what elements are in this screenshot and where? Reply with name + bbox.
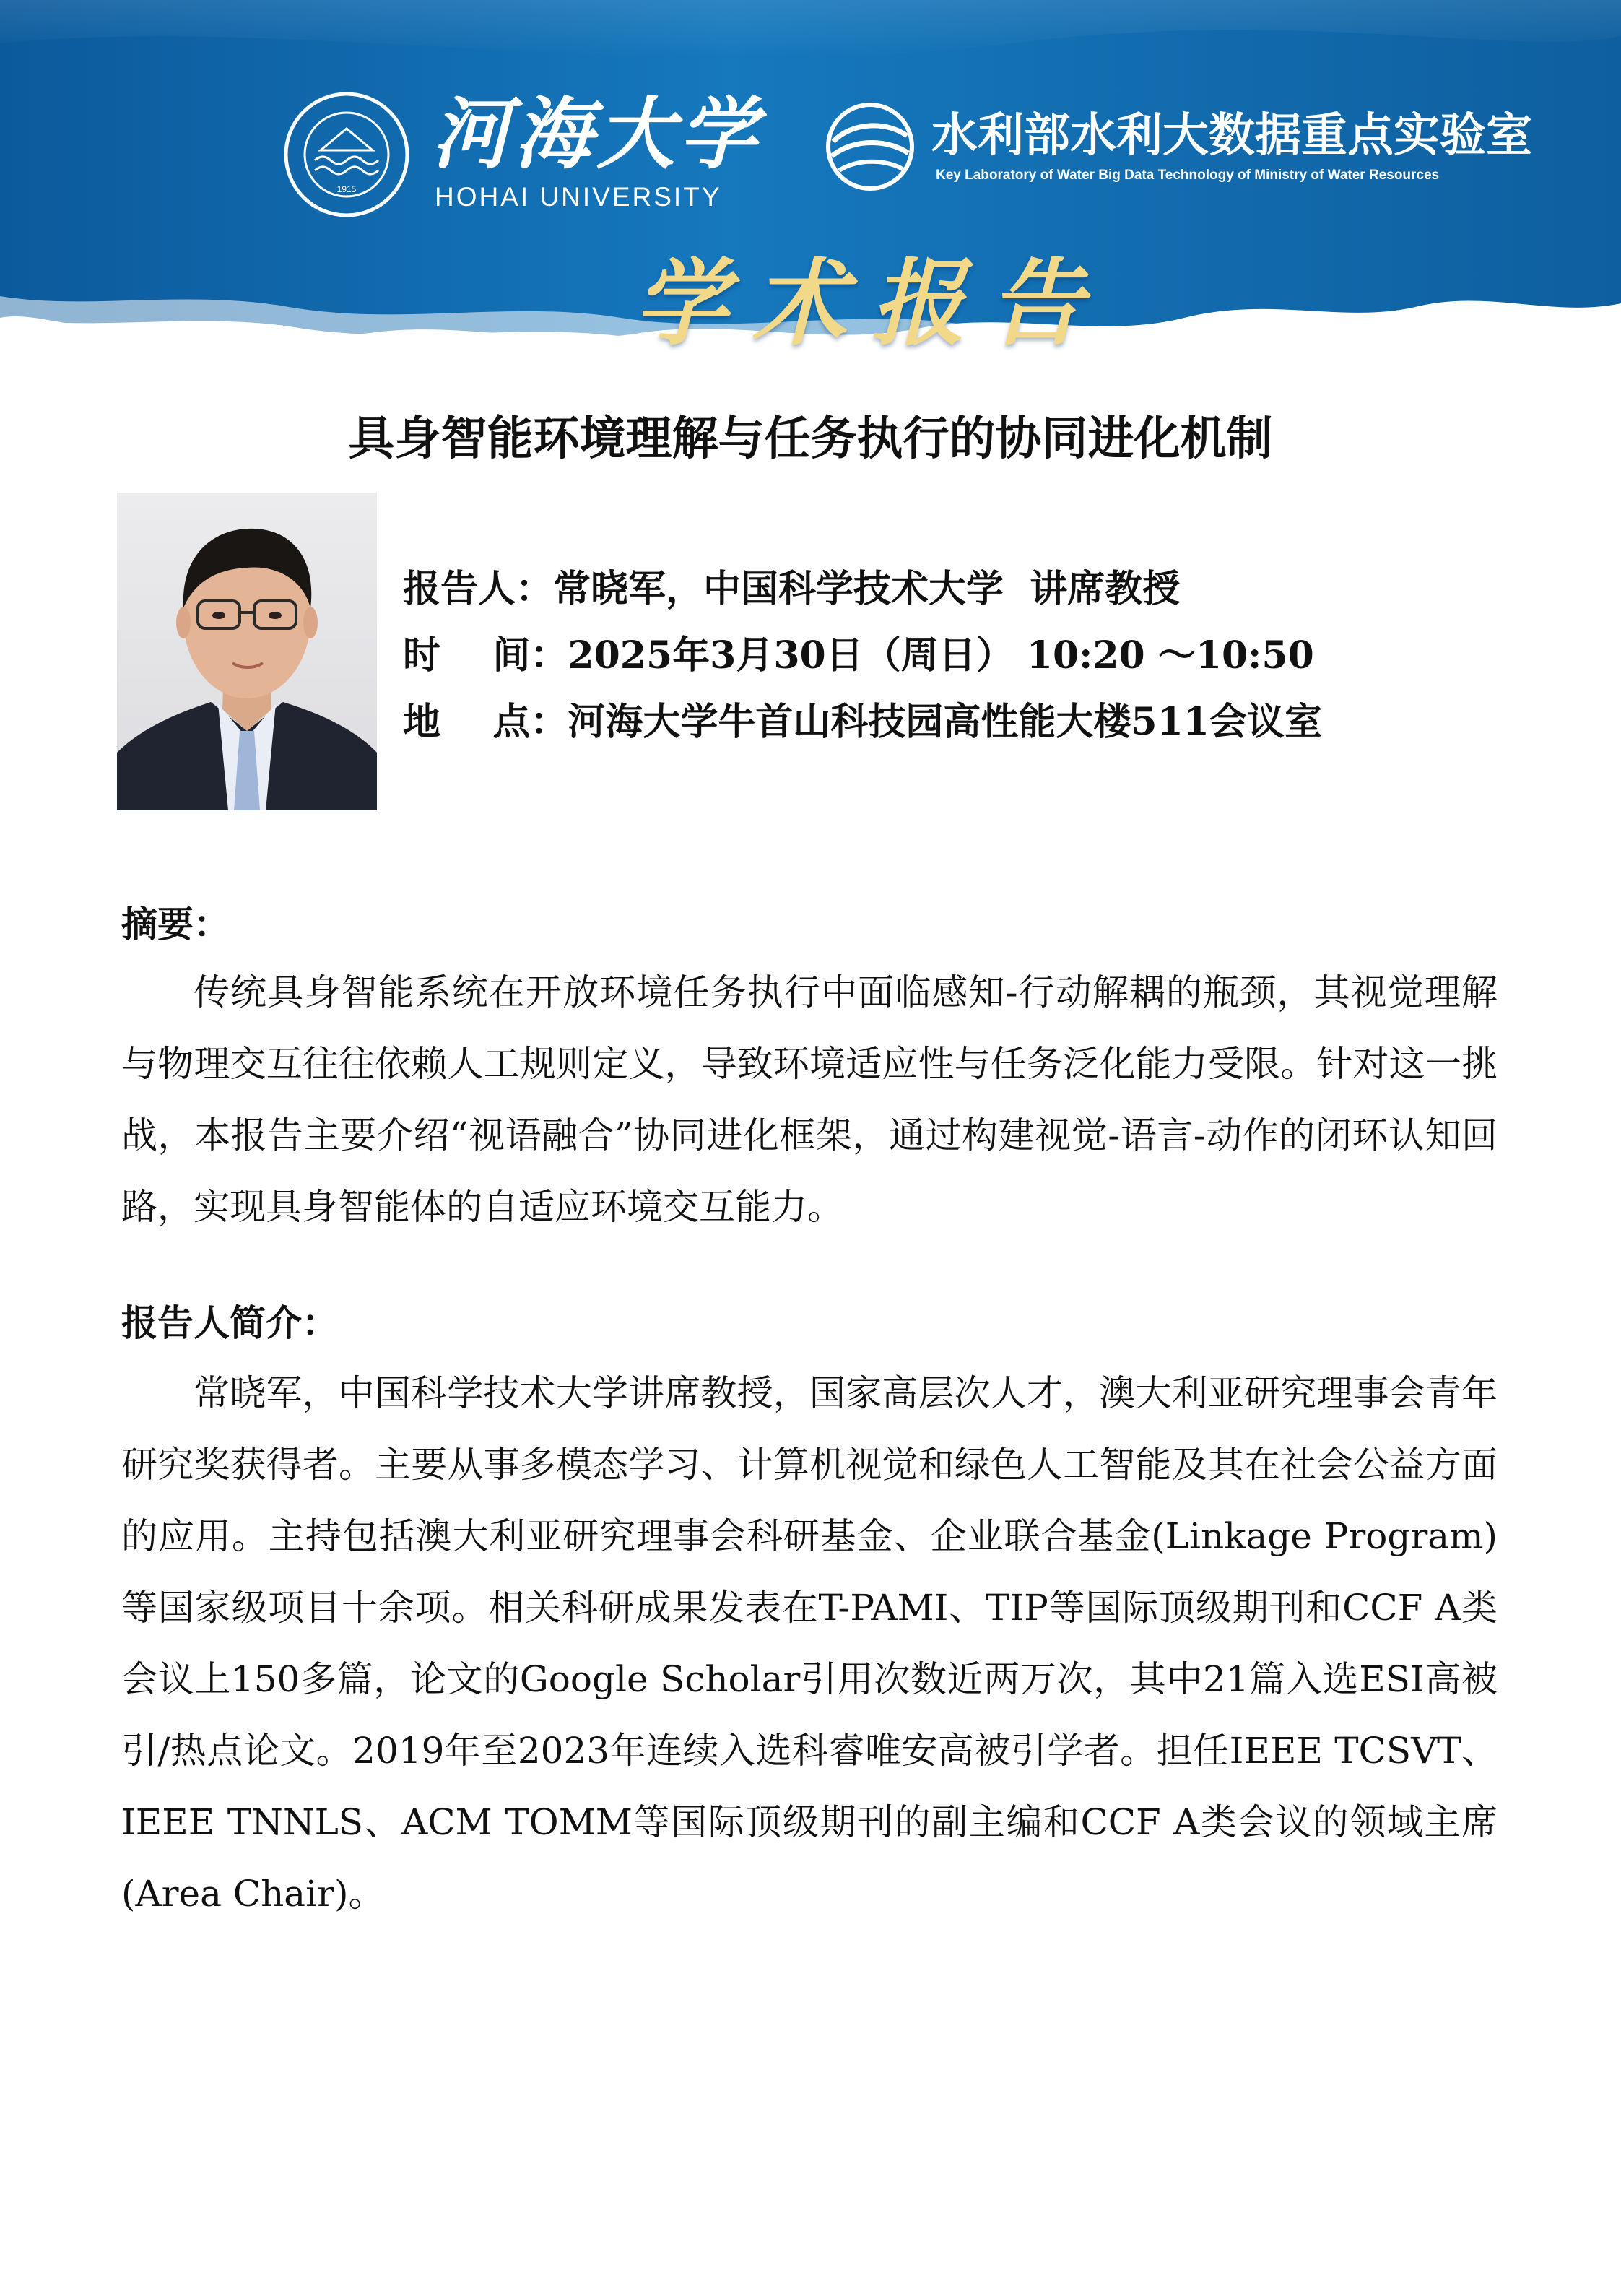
abstract-body: 传统具身智能系统在开放环境任务执行中面临感知-行动解耦的瓶颈，其视觉理解与物理交互往往依赖人工规则定义，导致环境适应性与任务泛化能力受限。针对这一挑战，本报告主要介绍“视语融合”协同进化框架，通过构建视觉-语言-动作的闭环认知回路，实现具身智能体的自适应环境交互能力。 — [121, 971, 1498, 1228]
header-banner — [0, 0, 1621, 361]
university-name-en: HOHAI UNIVERSITY — [435, 182, 722, 212]
time-value: 2025年3月30日（周日） 10:20 ～10:50 — [568, 633, 1314, 677]
abstract-heading: 摘要： — [121, 903, 230, 945]
hohai-seal-logo — [283, 91, 410, 218]
lab-globe-logo — [823, 100, 917, 194]
place-value: 河海大学牛首山科技园高性能大楼511会议室 — [568, 700, 1322, 744]
lab-name-en: Key Laboratory of Water Big Data Technology of Ministry of Water Resources — [936, 168, 1440, 183]
bio-body: 常晓军，中国科学技术大学讲席教授，国家高层次人才，澳大利亚研究理事会青年研究奖获得者。主要从事多模态学习、计算机视觉和绿色人工智能及其在社会公益方面的应用。主持包括澳大利亚研究理事会科研基金、企业联合基金(Linkage Program)等国家级项目十余项。相关科研成果发表在T-PAMI、TIP等国际顶级期刊和CCF A类会议上150多篇，论文的Google Scholar引用次数近两万次，其中21篇入选ESI高被引/热点论文。2019年至2023年连续入选科睿唯安高被引学者。担任IEEE TCSVT、IEEE TNNLS、ACM TOMM等国际顶级期刊的副主编和CCF A类会议的领域主席(Area Chair)。 — [121, 1372, 1498, 1915]
time-label: 时 间： — [403, 633, 568, 677]
speaker-line — [403, 568, 1180, 611]
banner-title: 学术报告 — [634, 248, 1108, 358]
speaker-value: 常晓军，中国科学技术大学 讲席教授 — [553, 567, 1181, 611]
lab-name-cn: 水利部水利大数据重点实验室 — [931, 109, 1532, 163]
bio-heading: 报告人简介： — [121, 1301, 338, 1344]
place-label: 地 点： — [403, 700, 568, 744]
place-line — [403, 701, 1322, 744]
speaker-label: 报告人： — [403, 567, 554, 611]
university-name-cn: 河海大学 — [432, 89, 762, 180]
talk-title: 具身智能环境理解与任务执行的协同进化机制 — [348, 412, 1273, 466]
speaker-photo — [117, 493, 377, 810]
svg-text:1915: 1915 — [336, 184, 357, 194]
time-line — [403, 634, 1314, 677]
